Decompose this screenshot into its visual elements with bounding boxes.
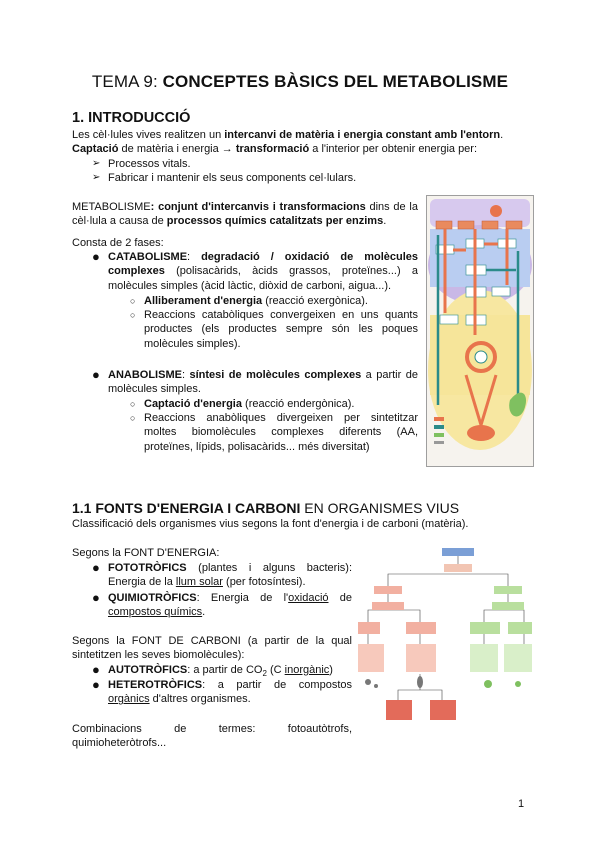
page-title: TEMA 9: CONCEPTES BÀSICS DEL METABOLISME — [91, 72, 509, 91]
bullet-icon: ● — [92, 677, 100, 692]
metabolism-definition: METABOLISME: conjunt d'intercanvis i transformacions dins de la cèl·lula a causa de processos químics catalitzats per enzims. — [72, 201, 418, 228]
bullet-icon: ● — [92, 662, 100, 677]
arrow-bullet-icon: ➢ — [92, 158, 101, 169]
intro-paragraph: Les cèl·lules vives realitzen un intercanvi de matèria i energia constant amb l'entorn. Captació de matèria i energia → transformació a l'interior per obtenir energia per: — [72, 129, 504, 156]
combinations-text: Combinacions de termes: fotoautòtrofs, quimioheteròtrofs... — [72, 723, 352, 750]
bullet-icon: ● — [92, 249, 100, 264]
circle-bullet-icon: ○ — [130, 399, 136, 409]
list-item: ○ Captació d'energia (reacció endergònica). — [130, 398, 355, 410]
bullet-icon: ● — [92, 590, 100, 605]
list-item: ○ Reaccions anabòliques divergeixen per sintetitzar moltes biomolècules complexes diferents (AA, proteïnes, lípids, polisacàrids... més diversitat) — [130, 412, 418, 453]
list-item-fototrofics: ● FOTOTRÒFICS (plantes i alguns bacteris): Energia de la llum solar (per fotosíntesi). — [92, 560, 352, 589]
bullet-icon: ● — [92, 560, 100, 575]
section-heading-fonts: 1.1 FONTS D'ENERGIA I CARBONI EN ORGANISMES VIUS — [72, 500, 460, 516]
bullet-icon: ● — [92, 367, 100, 382]
list-item-heterotrofics: ● HETEROTRÒFICS: a partir de compostos orgànics d'altres organismes. — [92, 677, 352, 706]
list-item-anabolisme: ● ANABOLISME: síntesi de molècules complexes a partir de molècules simples. — [92, 367, 418, 396]
list-item-autotrofics: ● AUTOTRÒFICS: a partir de $CO_2$ (C inorgànic) — [92, 662, 333, 679]
energy-intro: Segons la FONT D'ENERGIA: — [72, 547, 220, 559]
circle-bullet-icon: ○ — [130, 296, 136, 306]
circle-bullet-icon: ○ — [130, 310, 136, 320]
list-item-quimiotrofics: ● QUIMIOTRÒFICS: Energia de l'oxidació de compostos químics. — [92, 590, 352, 619]
metabolism-map-figure — [426, 195, 534, 467]
classification-intro: Classificació dels organismes vius segons la font d'energia i de carboni (matèria). — [72, 518, 469, 530]
phases-intro: Consta de 2 fases: — [72, 237, 164, 249]
page-number: 1 — [518, 798, 525, 810]
list-item: ➢ Processos vitals. — [92, 158, 191, 170]
section-heading-introduccio: 1. INTRODUCCIÓ — [72, 110, 191, 126]
list-item: ➢ Fabricar i mantenir els seus components cel·lulars. — [92, 172, 357, 184]
arrow-bullet-icon: ➢ — [92, 172, 101, 183]
list-item: ○ Reaccions catabòliques convergeixen en uns quants productes (els productes sempre són les poques molècules simples). — [130, 309, 418, 350]
circle-bullet-icon: ○ — [130, 413, 136, 423]
list-item: ○ Alliberament d'energia (reacció exergònica). — [130, 295, 368, 307]
list-item-catabolisme: ● CATABOLISME: degradació / oxidació de molècules complexes (polisacàrids, àcids grassos, proteïnes...) a molècules simples (àcid làctic, diòxid de carboni, aigua...). — [92, 249, 418, 292]
carbon-intro: Segons la FONT DE CARBONI (a partir de la qual sintetitzen les seves biomolècules): — [72, 635, 352, 662]
classification-tree-figure — [358, 544, 534, 724]
